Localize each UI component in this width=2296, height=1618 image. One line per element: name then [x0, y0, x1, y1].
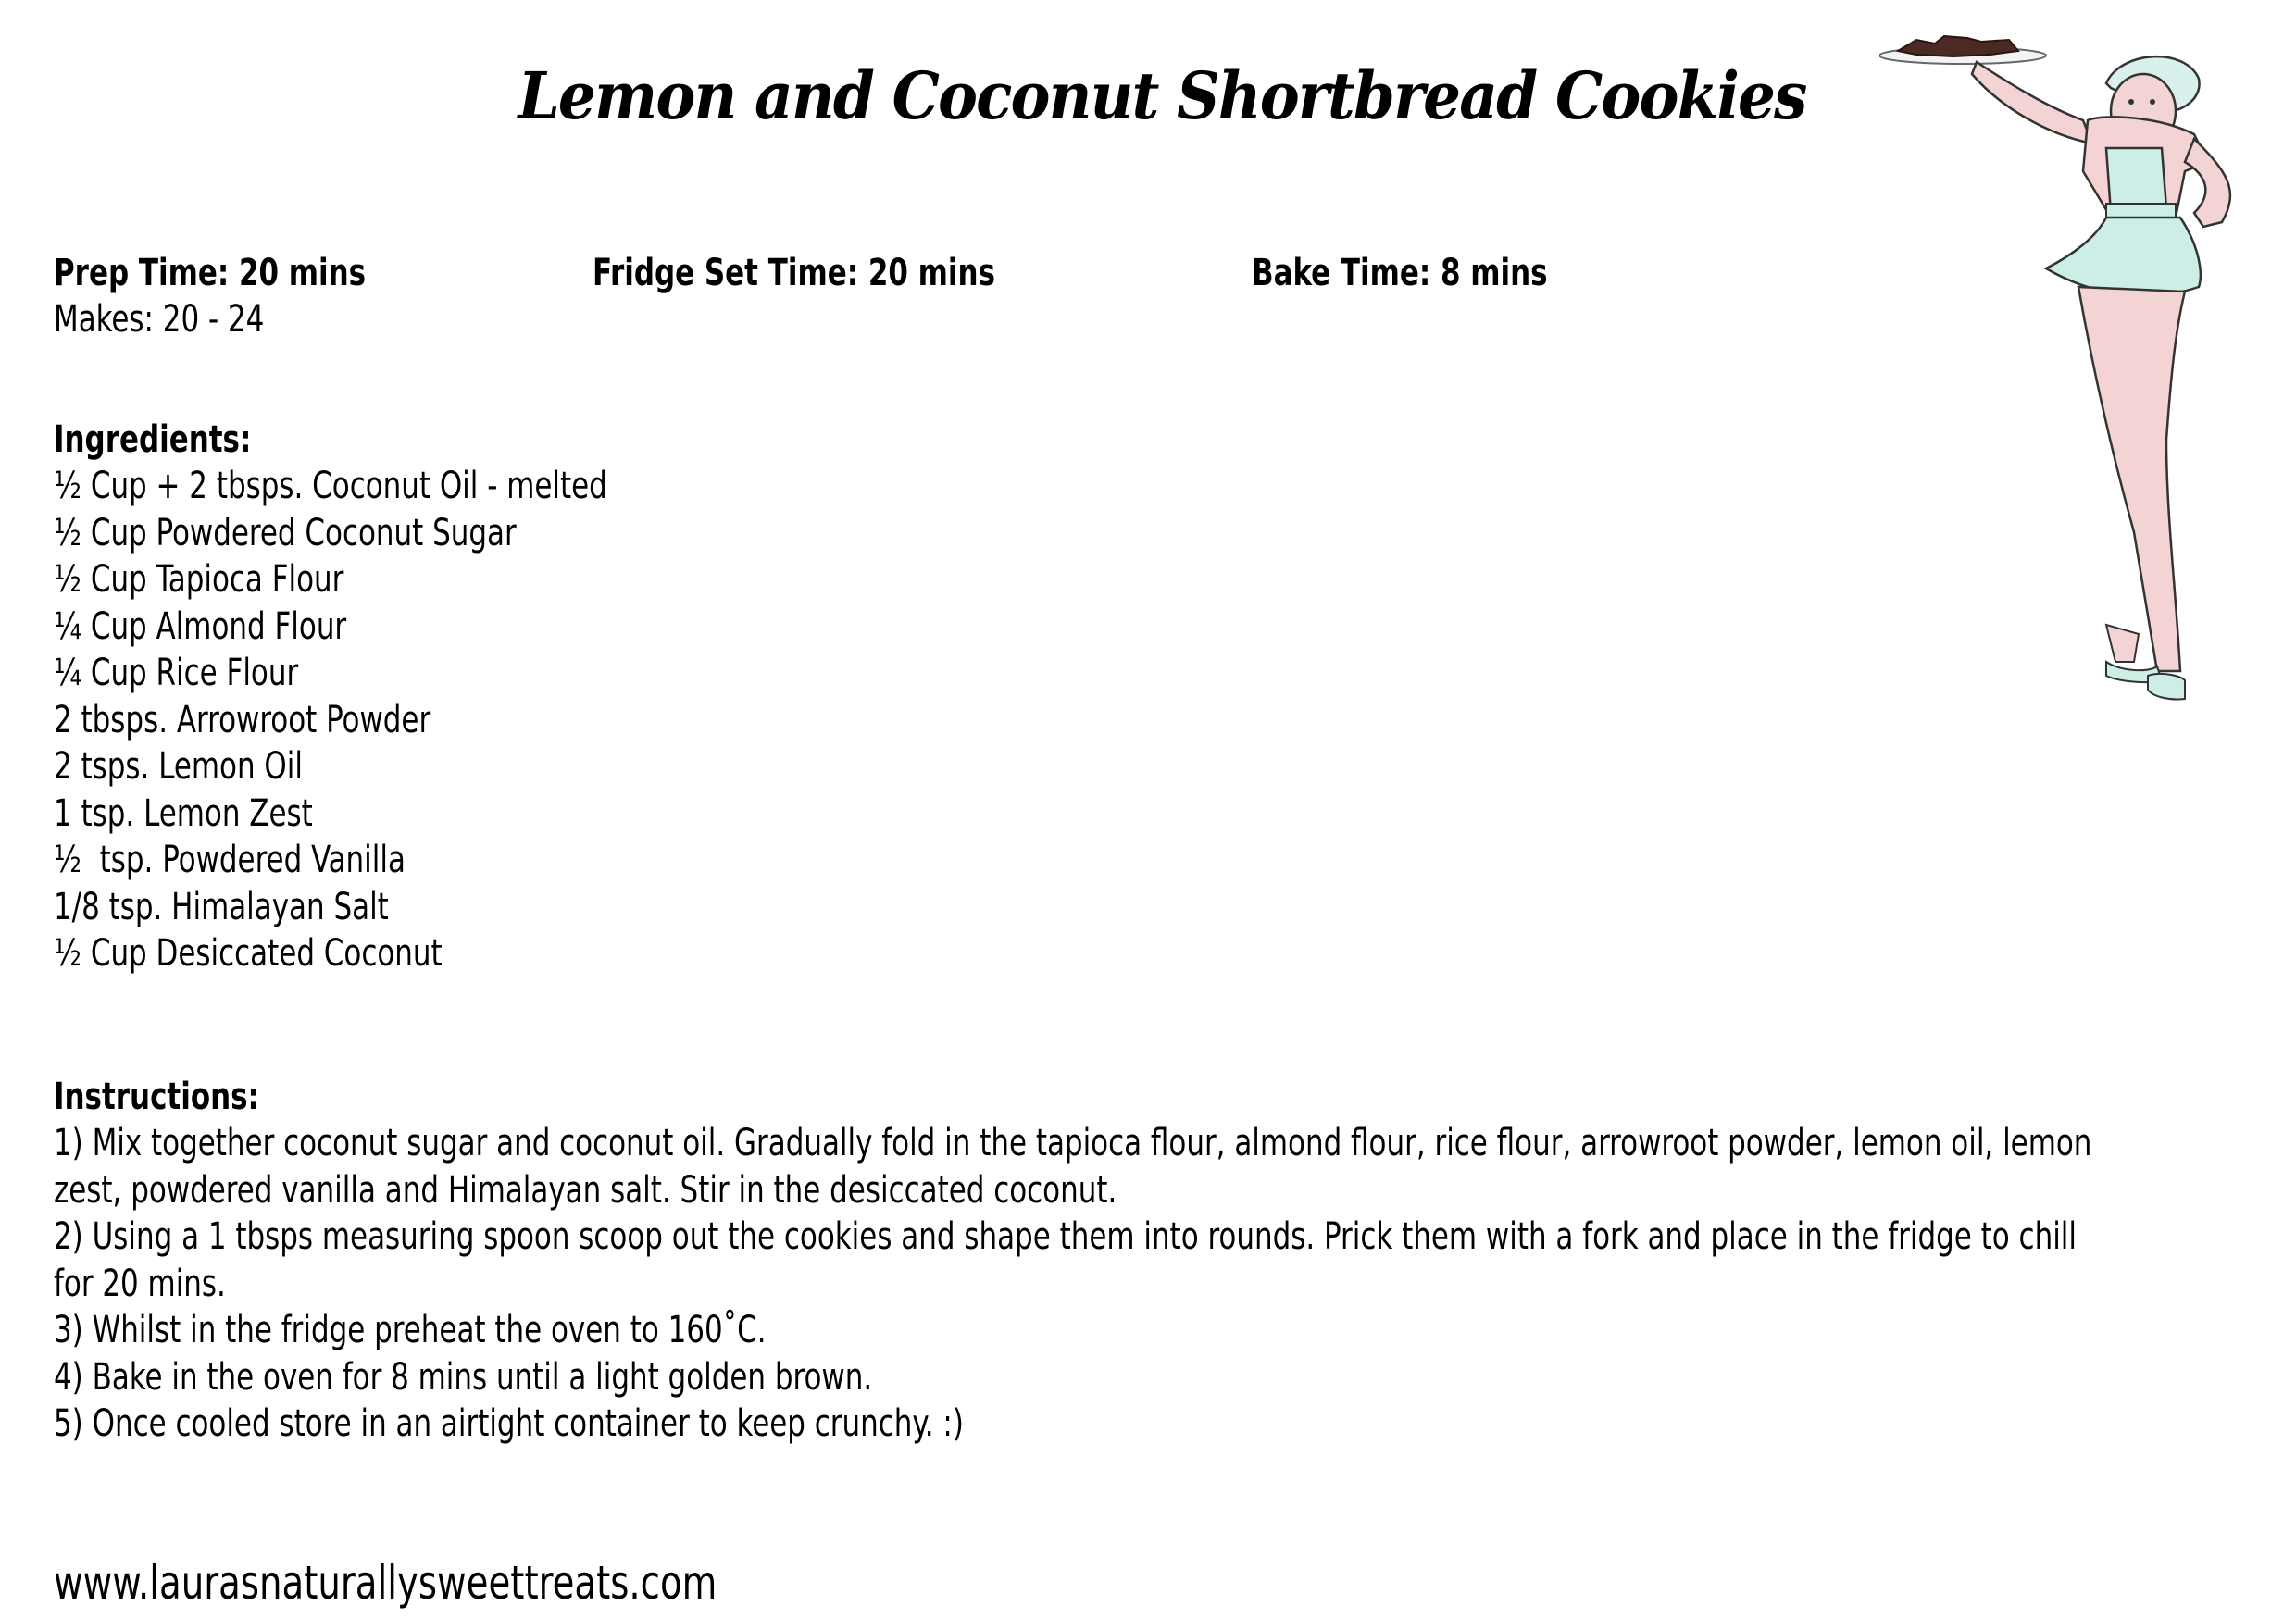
- ingredient-item: 2 tbsps. Arrowroot Powder: [54, 698, 431, 741]
- ingredients-list: [54, 463, 607, 977]
- prep-time: Prep Time: 20 mins: [54, 252, 367, 294]
- ingredient-item: ½ Cup + 2 tbsps. Coconut Oil - melted: [54, 465, 607, 507]
- instruction-step: 5) Once cooled store in an airtight container to keep crunchy. :): [54, 1402, 964, 1445]
- ingredient-item: ¼ Cup Almond Flour: [54, 604, 347, 648]
- ingredients-heading: Ingredients:: [54, 418, 252, 461]
- ingredient-item: 1/8 tsp. Himalayan Salt: [54, 885, 389, 928]
- instruction-step: 4) Bake in the oven for 8 mins until a light golden brown.: [54, 1355, 873, 1399]
- ingredient-item: 2 tsps. Lemon Oil: [54, 745, 303, 788]
- ingredient-item: ½ Cup Desiccated Coconut: [54, 932, 443, 975]
- bake-time: Bake Time: 8 mins: [1252, 252, 1548, 294]
- ingredient-item: ½ Cup Powdered Coconut Sugar: [54, 511, 517, 554]
- fridge-set-time: Fridge Set Time: 20 mins: [593, 252, 995, 294]
- ingredient-item: ¼ Cup Rice Flour: [54, 652, 299, 694]
- recipe-title: Lemon and Coconut Shortbread Cookies: [518, 57, 1806, 134]
- instruction-step: 2) Using a 1 tbsps measuring spoon scoop out the cookies and shape them into rounds. Prick them with a fork and place in the fridge to chill for 20 mins.: [54, 1215, 2077, 1305]
- ingredient-item: ½ Cup Tapioca Flour: [54, 558, 344, 601]
- ingredient-item: ½ tsp. Powdered Vanilla: [54, 839, 406, 881]
- instruction-step: 3) Whilst in the fridge preheat the oven to 160˚C.: [54, 1309, 767, 1351]
- baker-woman-illustration-icon: [1879, 32, 2250, 708]
- ingredient-item: 1 tsp. Lemon Zest: [54, 791, 313, 835]
- instructions-list: [54, 1120, 2108, 1448]
- instructions-heading: Instructions:: [54, 1076, 259, 1118]
- website-link[interactable]: www.laurasnaturallysweettreats.com: [54, 1556, 718, 1610]
- makes-count: Makes: 20 - 24: [54, 298, 265, 341]
- instruction-step: 1) Mix together coconut sugar and coconut oil. Gradually fold in the tapioca flour, almond flour, rice flour, arrowroot powder, lemon oil, lemon zest, powdered vanilla and Himalayan salt. Stir in the desiccated coconut.: [54, 1122, 2092, 1212]
